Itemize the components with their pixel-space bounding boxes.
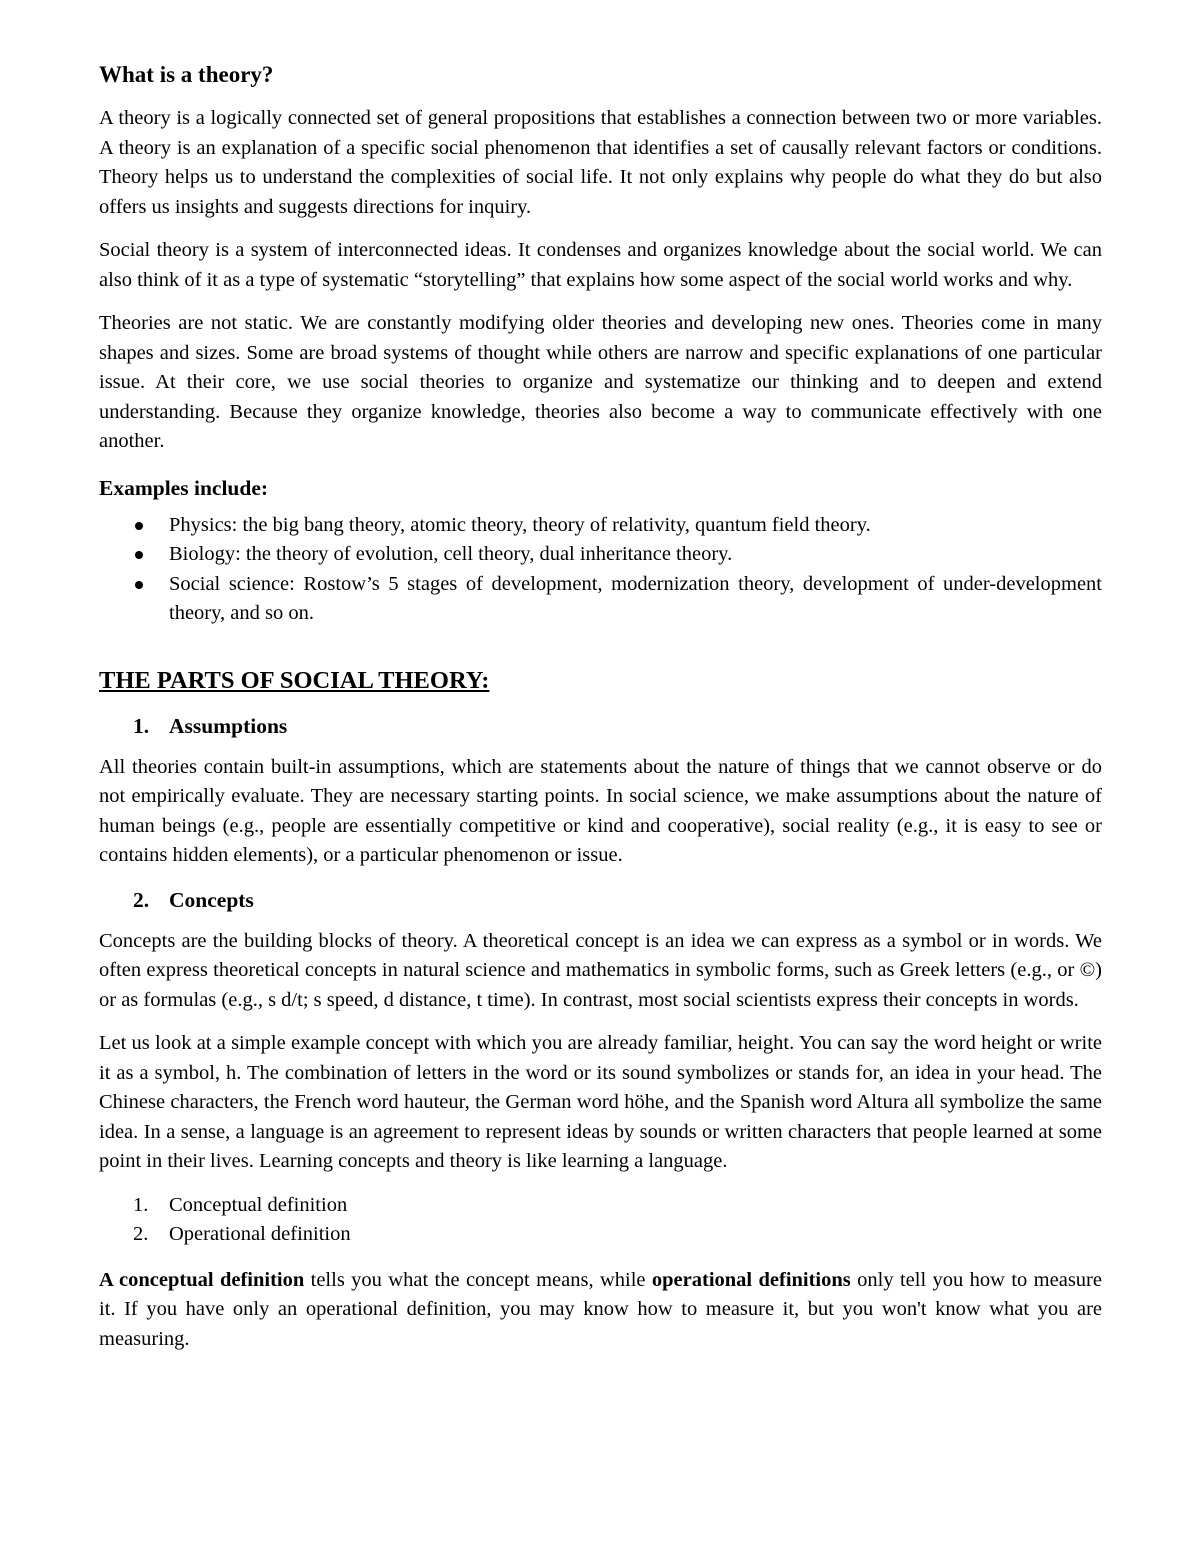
bold-term-conceptual: A conceptual definition	[99, 1268, 305, 1291]
part-heading-assumptions	[99, 711, 1102, 741]
part-number: 1.	[133, 713, 150, 738]
definitions-list	[99, 1191, 1102, 1250]
examples-heading: Examples include:	[99, 475, 269, 500]
assumptions-paragraph: All theories contain built-in assumptions, which are statements about the nature of things that we cannot observe or do not empirically evaluate. They are necessary starting points. In social science, we make assumptions about the nature of human beings (e.g., people are essentially competitive or kind and cooperative), social reality (e.g., it is easy to see or contains hidden elements), or a particular phenomenon or issue.	[99, 755, 1102, 866]
item-number: 1.	[133, 1193, 149, 1216]
list-item	[99, 1220, 1102, 1250]
intro-paragraph-2: Social theory is a system of interconnected ideas. It condenses and organizes knowledge about the social world. We can also think of it as a type of systematic “storytelling” that explains how some aspect of the social world works and why.	[99, 239, 1102, 291]
bold-term-operational: operational definitions	[651, 1268, 851, 1291]
item-label: Operational definition	[169, 1223, 351, 1245]
part-heading-concepts	[99, 885, 1102, 915]
closing-paragraph	[99, 1266, 1102, 1355]
page-title: What is a theory?	[99, 62, 274, 87]
intro-paragraph-1: A theory is a logically connected set of general propositions that establishes a connection between two or more variables. A theory is an explanation of a specific social phenomenon that identifies a set of causally relevant factors or conditions. Theory helps us to understand the complexities of social life. It not only explains why people do what they do but also offers us insights and suggests directions for inquiry.	[99, 107, 1102, 218]
list-item: Social science: Rostow’s 5 stages of development, modernization theory, development of under-development theory, and so on.	[169, 570, 1102, 629]
concepts-paragraph-1: Concepts are the building blocks of theory. A theoretical concept is an idea we can express as a symbol or in words. We often express theoretical concepts in natural science and mathematics in symbolic forms, such as Greek letters (e.g., or ©) or as formulas (e.g., s d/t; s speed, d distance, t time). In contrast, most social scientists express their concepts in words.	[99, 929, 1102, 1011]
part-title: Concepts	[169, 887, 254, 912]
item-label: Conceptual definition	[169, 1193, 348, 1216]
concepts-paragraph-2: Let us look at a simple example concept with which you are already familiar, height. You can say the word height or write it as a symbol, h. The combination of letters in the word or its sound symbolizes or stands for, an idea in your head. The Chinese characters, the French word hauteur, the German word höhe, and the Spanish word Altura all symbolize the same idea. In a sense, a language is an agreement to represent ideas by sounds or written characters that people learned at some point in their lives. Learning concepts and theory is like learning a language.	[99, 1032, 1102, 1172]
list-item: Physics: the big bang theory, atomic theory, theory of relativity, quantum field theory.	[169, 511, 1102, 541]
closing-text-1: tells you what the concept means, while	[304, 1268, 652, 1291]
examples-list	[99, 511, 1102, 629]
list-item: Biology: the theory of evolution, cell theory, dual inheritance theory.	[169, 540, 1102, 570]
part-number: 2.	[133, 887, 150, 912]
part-title: Assumptions	[169, 713, 288, 738]
list-item	[99, 1191, 1102, 1221]
closing-text-2: only tell you how to measure it. If you have only an operational definition, you may know how to measure it, but you won't know what you are measuring.	[99, 1268, 1102, 1350]
item-number: 2.	[133, 1223, 149, 1245]
section-title: THE PARTS OF SOCIAL THEORY:	[99, 666, 490, 694]
intro-paragraph-3: Theories are not static. We are constantly modifying older theories and developing new ones. Theories come in many shapes and sizes. Some are broad systems of thought while others are narrow and specific explanations of one particular issue. At their core, we use social theories to organize and systematize our thinking and to deepen and extend understanding. Because they organize knowledge, theories also become a way to communicate effectively with one another.	[99, 312, 1102, 452]
